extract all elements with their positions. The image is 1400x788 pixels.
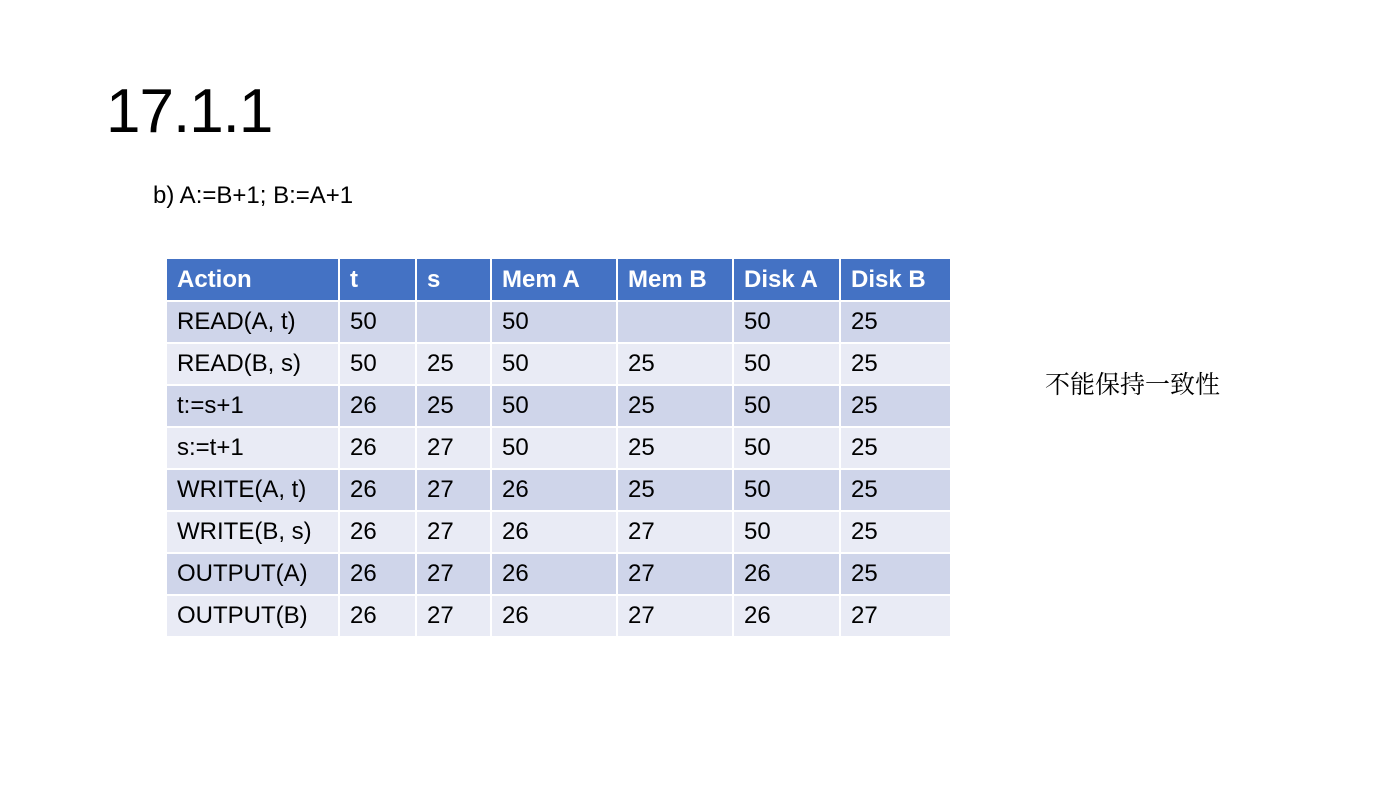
table-cell: 50 [339, 343, 416, 385]
table-cell: 26 [733, 553, 840, 595]
table-row [166, 427, 951, 469]
header-cell: t [339, 258, 416, 301]
table-cell: 25 [840, 301, 951, 343]
table-row [166, 511, 951, 553]
table-cell: 25 [840, 511, 951, 553]
table-cell: WRITE(A, t) [166, 469, 339, 511]
table-cell: 27 [416, 511, 491, 553]
table-cell: 27 [416, 553, 491, 595]
action-table [165, 257, 952, 638]
table-cell: 50 [339, 301, 416, 343]
table-cell: 25 [840, 343, 951, 385]
slide-title: 17.1.1 [106, 77, 273, 146]
table-cell: 25 [617, 469, 733, 511]
table-cell: 27 [617, 553, 733, 595]
table-cell: READ(B, s) [166, 343, 339, 385]
table-cell: 27 [416, 595, 491, 637]
table-cell: 26 [339, 385, 416, 427]
table-cell: 25 [840, 385, 951, 427]
table-cell: 50 [733, 385, 840, 427]
table-cell: WRITE(B, s) [166, 511, 339, 553]
table-row [166, 385, 951, 427]
table-cell: 50 [491, 385, 617, 427]
table-cell: 26 [339, 595, 416, 637]
table-cell: 26 [339, 469, 416, 511]
table-cell: 25 [617, 385, 733, 427]
table-cell: 26 [491, 469, 617, 511]
table-cell: t:=s+1 [166, 385, 339, 427]
consistency-note: 不能保持一致性 [1045, 370, 1221, 399]
table-cell: 25 [840, 427, 951, 469]
table-header-row [166, 258, 951, 301]
table-cell: 26 [339, 427, 416, 469]
table-cell: 25 [840, 469, 951, 511]
table-cell: 25 [416, 385, 491, 427]
table-cell: 27 [617, 595, 733, 637]
table-cell: 26 [339, 511, 416, 553]
table-cell: OUTPUT(A) [166, 553, 339, 595]
table-cell: 25 [416, 343, 491, 385]
table-cell [416, 301, 491, 343]
table-cell: s:=t+1 [166, 427, 339, 469]
table-cell [617, 301, 733, 343]
table-cell: 25 [617, 343, 733, 385]
table-cell: 50 [733, 301, 840, 343]
table-row [166, 595, 951, 637]
table-cell: 50 [491, 301, 617, 343]
table-cell: 26 [491, 511, 617, 553]
table-row [166, 553, 951, 595]
header-cell: Action [166, 258, 339, 301]
table-cell: 50 [491, 343, 617, 385]
table-row [166, 469, 951, 511]
table-cell: 50 [733, 343, 840, 385]
table-row [166, 301, 951, 343]
table-cell: 26 [339, 553, 416, 595]
header-cell: Disk A [733, 258, 840, 301]
slide-subtitle: b) A:=B+1; B:=A+1 [153, 182, 354, 209]
table-cell: 50 [733, 427, 840, 469]
header-cell: Mem B [617, 258, 733, 301]
table-cell: 50 [733, 511, 840, 553]
table-cell: 26 [491, 595, 617, 637]
table-cell: READ(A, t) [166, 301, 339, 343]
table-cell: 50 [491, 427, 617, 469]
table-cell: 25 [840, 553, 951, 595]
header-cell: s [416, 258, 491, 301]
header-cell: Disk B [840, 258, 951, 301]
table-cell: OUTPUT(B) [166, 595, 339, 637]
table-cell: 27 [617, 511, 733, 553]
table-cell: 26 [733, 595, 840, 637]
table-cell: 25 [617, 427, 733, 469]
table-row [166, 343, 951, 385]
table-cell: 27 [416, 469, 491, 511]
table-cell: 27 [840, 595, 951, 637]
table-cell: 27 [416, 427, 491, 469]
header-cell: Mem A [491, 258, 617, 301]
table-cell: 50 [733, 469, 840, 511]
table-cell: 26 [491, 553, 617, 595]
